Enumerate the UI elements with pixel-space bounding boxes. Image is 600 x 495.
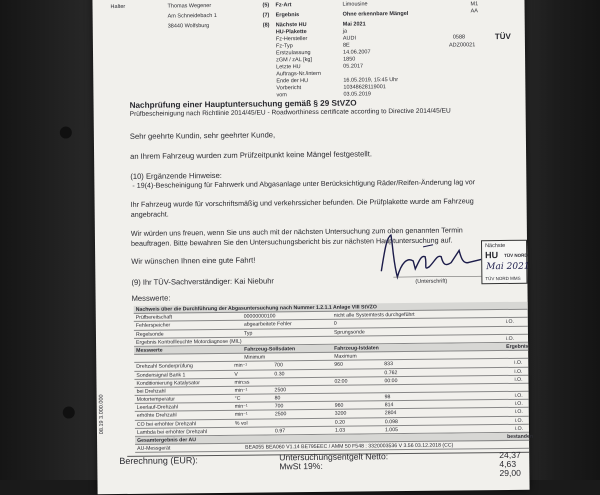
vehicle-info-label-num: (5) <box>262 2 270 9</box>
measurement-cell: i.O. <box>505 335 515 342</box>
vehicle-info-value <box>342 0 396 1</box>
measurement-cell: V <box>234 371 238 378</box>
document-subheading: Prüfbescheinigung nach Richtlinie 2014/45/EU - Roadworthiness certificate according to Directive 2014/45/EU <box>129 107 451 118</box>
section-10-title: (10) Ergänzende Hinweise: <box>130 170 222 181</box>
vehicle-info-label: Fz-Art <box>275 2 292 9</box>
measurement-cell: min⁻¹ <box>234 403 248 411</box>
form-side-note: 08.19 3.000.000 <box>98 394 106 435</box>
measurement-cell: Regelsonde <box>135 331 164 338</box>
stamp-month-year: Mai 2021 <box>486 261 530 273</box>
next-inspection-text-line1: Wir würden uns freuen, wenn Sie uns auch mit der nächsten Untersuchung zum oben genannten Termin <box>130 225 463 238</box>
measurement-cell: Ergebnis Kontrollleuchte Motordiagnose (MIL) <box>136 338 242 346</box>
measurement-cell: 00000000100 <box>243 313 276 320</box>
measurement-cell: min⁻¹ <box>234 387 248 394</box>
intro-text: an Ihrem Fahrzeug wurden zum Prüfzeitpunkt keine Mängel festgestellt. <box>130 149 372 161</box>
measurement-cell: Minimum <box>244 354 266 361</box>
vehicle-info-label: vom <box>276 92 287 99</box>
holder-name: Thomas Wegener <box>167 3 212 10</box>
roadworthy-text-line1: Ihr Fahrzeug wurde für vorschriftsmäßig und verkehrssicher befunden. Die Prüfplakette wurde am Fahrzeug <box>130 196 474 209</box>
measurement-cell: 814 <box>384 402 394 409</box>
measurement-cell: 960 <box>334 402 344 410</box>
measurement-cell: 98 <box>384 394 391 401</box>
measurement-cell: 0.098 <box>384 418 398 425</box>
vehicle-info-value: 05.2017 <box>343 63 364 70</box>
measurement-cell: Maximum <box>334 353 357 360</box>
punch-hole-top <box>60 126 72 138</box>
expert-name: (9) Ihr TÜV-Sachverständiger: Kai Niebuhr <box>131 276 274 287</box>
measurements-table <box>134 302 534 453</box>
vehicle-info-label: Auftrags-Nr./intern <box>276 70 321 78</box>
vehicle-info-label: Fz-Typ <box>275 43 293 50</box>
vehicle-info-value: Ohne erkennbare Mängel <box>342 10 409 18</box>
measurement-cell: i.O. <box>514 376 523 383</box>
measurement-cell: nicht alle Systemtests durchgeführt <box>333 312 415 319</box>
vehicle-info-label: Ende der HU <box>276 78 309 85</box>
billing-line-value: 24,37 <box>499 449 521 461</box>
measurement-cell: Sondensignal Bank 1 <box>136 371 186 379</box>
measurement-cell: i.O. <box>514 417 523 424</box>
measurement-cell: i.O. <box>514 360 523 367</box>
vehicle-info-label: zGM / zAL [kg] <box>276 56 313 64</box>
vehicle-info-value: 03.05.2019 <box>343 91 372 98</box>
vehicle-info-label: Letzte HU <box>276 64 301 71</box>
measurement-cell: Prüfbereitschaft <box>135 314 173 322</box>
measurement-cell: Ergebnis <box>506 343 529 350</box>
measurement-cell: Nachweis über die Durchführung der Abgasuntersuchung nach Nummer 1.2.1.1 Anlage VIII StVZO <box>135 304 377 313</box>
vehicle-info-label: Nächste HU <box>275 22 307 29</box>
measurement-cell: AU-Messgerät <box>137 445 171 453</box>
measurement-cell: Konditionierung Katalysator <box>136 379 200 387</box>
measurement-cell: min⁻¹ <box>234 362 248 370</box>
salutation: Sehr geehrte Kundin, sehr geehrter Kunde, <box>129 130 276 141</box>
measurement-cell: Gesamtergebnis der AU <box>137 437 197 444</box>
measurement-cell: CO bei erhöhter Drehzahl <box>136 420 197 428</box>
measurement-cell: abgearbeitete Fehler <box>243 321 292 329</box>
vehicle-info-label: HU-Plakette <box>275 29 307 36</box>
measurement-cell: i.O. <box>514 409 523 416</box>
closing-text: Wir wünschen Ihnen eine gute Fahrt! <box>131 255 256 266</box>
vehicle-class: M1 <box>470 1 479 8</box>
billing-label: Berechnung (EUR): <box>119 455 198 467</box>
vehicle-info-value: Mai 2021 <box>342 21 366 28</box>
signature-caption: (Unterschrift) <box>415 278 448 285</box>
stamp-org: TÜV NORD <box>504 252 528 258</box>
measurement-cell: BEA055 BEA060 V1.14 BE795EEC / AMM 50 F548 : 3320003536 V 3.56 03.12.2018 (CC) <box>245 442 454 451</box>
vehicle-info-label-num: (8) <box>262 22 270 29</box>
measurement-cell: i.O. <box>514 401 523 408</box>
measurement-cell: min:ss <box>234 379 250 386</box>
measurement-cell: i.O. <box>514 392 523 399</box>
measurement-cell: Motortemperatur <box>136 396 176 403</box>
measurement-cell: 2804 <box>384 410 397 417</box>
vehicle-info-value: Limousine <box>342 1 368 8</box>
measurement-cell: Typ <box>243 330 253 337</box>
measurement-cell: 80 <box>274 395 281 402</box>
measurement-cell: min⁻¹ <box>234 412 248 419</box>
vehicle-info-value: AUDI <box>342 35 357 42</box>
vehicle-info-label: Erstzulassung <box>275 49 311 57</box>
holder-label: Halter <box>110 3 126 11</box>
measurement-cell: 3200 <box>334 411 347 418</box>
measurement-cell: °C <box>234 395 241 402</box>
billing-line-value: 29,00 <box>499 467 521 479</box>
billing-line-label: MwSt 19%: <box>279 460 323 472</box>
inspection-report-page <box>92 0 534 494</box>
holder-city: 38440 Wolfsburg <box>167 23 210 30</box>
measurement-cell: 700 <box>274 403 284 410</box>
measurement-cell: 2500 <box>274 387 287 394</box>
measurement-cell: 960 <box>334 361 343 369</box>
measurements-title: Messwerte: <box>131 293 171 303</box>
vehicle-info-value: 10348628119001 <box>343 84 386 91</box>
measurement-cell: 00:00 <box>384 377 398 384</box>
measurement-cell: % vol <box>234 420 248 427</box>
vehicle-info-label: Ergebnis <box>275 12 300 19</box>
measurement-cell: 0.30 <box>274 370 285 377</box>
vehicle-info-value: 16.05.2019, 15:45 Uhr <box>343 77 399 84</box>
vehicle-code: AA <box>470 8 478 15</box>
vehicle-info-value: 8E <box>342 42 350 49</box>
vehicle-info-value: ja <box>342 28 348 35</box>
measurement-cell: Lambda bei erhöhter Drehzahl <box>136 428 208 436</box>
measurement-cell: i.O. <box>514 425 524 432</box>
stamp-top-label: Nächste <box>485 242 506 250</box>
measurement-cell: erhöhte Drehzahl <box>136 412 177 420</box>
measurement-cell: 833 <box>384 361 393 368</box>
roadworthy-text-line2: angebracht. <box>130 209 169 219</box>
punch-hole-bottom <box>63 406 75 418</box>
billing-line-label: Untersuchungsentgelt Netto: <box>279 451 389 463</box>
measurement-cell: Fahrzeug-Istdaten <box>334 345 379 352</box>
measurement-cell: 700 <box>274 362 283 369</box>
measurement-cell: bestanden <box>507 433 534 440</box>
hu-sticker-stamp <box>481 240 530 284</box>
vehicle-info-value: 14.06.2007 <box>342 49 371 56</box>
holder-street: Am Schneidebach 1 <box>167 12 217 20</box>
vehicle-info-value: 1850 <box>343 56 356 63</box>
measurement-cell: Leerlauf-Drehzahl <box>136 404 178 412</box>
next-inspection-text-line2: beauftragen. Bitte bewahren Sie den Untersuchungsbericht bis zur nächsten Hauptuntersuchung auf. <box>130 235 453 248</box>
stamp-hu-label: HU <box>485 250 499 261</box>
vehicle-info-label: Vorbericht <box>276 85 302 92</box>
vehicle-info-label: Fz-Hersteller <box>275 36 308 43</box>
measurement-cell: Drehzahl Sonderprüfung <box>136 363 193 371</box>
billing-line-value: 4,63 <box>499 458 517 470</box>
measurement-cell: Sprungsonde <box>333 329 365 336</box>
inspection-code: ADZ00021 <box>448 42 476 49</box>
measurement-cell: Fehlerspeicher <box>135 322 171 330</box>
measurement-cell: 0.762 <box>384 369 398 376</box>
measurement-cell: 0 <box>333 321 337 328</box>
measurement-cell: 0.20 <box>334 419 346 426</box>
measurement-cell: 0.97 <box>274 428 286 435</box>
vehicle-info-label-num: (7) <box>262 12 270 19</box>
section-10-text: - 19(4)-Bescheinigung für Fahrwerk und Abgasanlage unter Berücksichtigung Räder/Reifen-Änderung lag vor <box>132 178 476 190</box>
measurement-cell: 1.03 <box>334 427 346 434</box>
inspection-station: 0588 <box>452 34 466 41</box>
tuv-logo: TÜV <box>494 31 511 42</box>
measurement-cell: 1.005 <box>384 426 398 434</box>
measurement-cell: Fahrzeug-Sollsdaten <box>244 346 296 353</box>
measurement-cell: bei Drehzahl <box>136 388 166 395</box>
document-heading: Nachprüfung einer Hauptuntersuchung gemäß § 29 StVZO <box>129 98 357 110</box>
stamp-bottom-label: TÜV NORD MMS <box>485 275 521 282</box>
measurement-cell: 2500 <box>274 411 287 418</box>
measurement-cell: i.O. <box>505 319 514 326</box>
measurement-cell: Messwerte <box>136 347 163 354</box>
measurement-cell: i.O. <box>514 368 523 375</box>
measurement-cell: 02:00 <box>334 378 348 385</box>
